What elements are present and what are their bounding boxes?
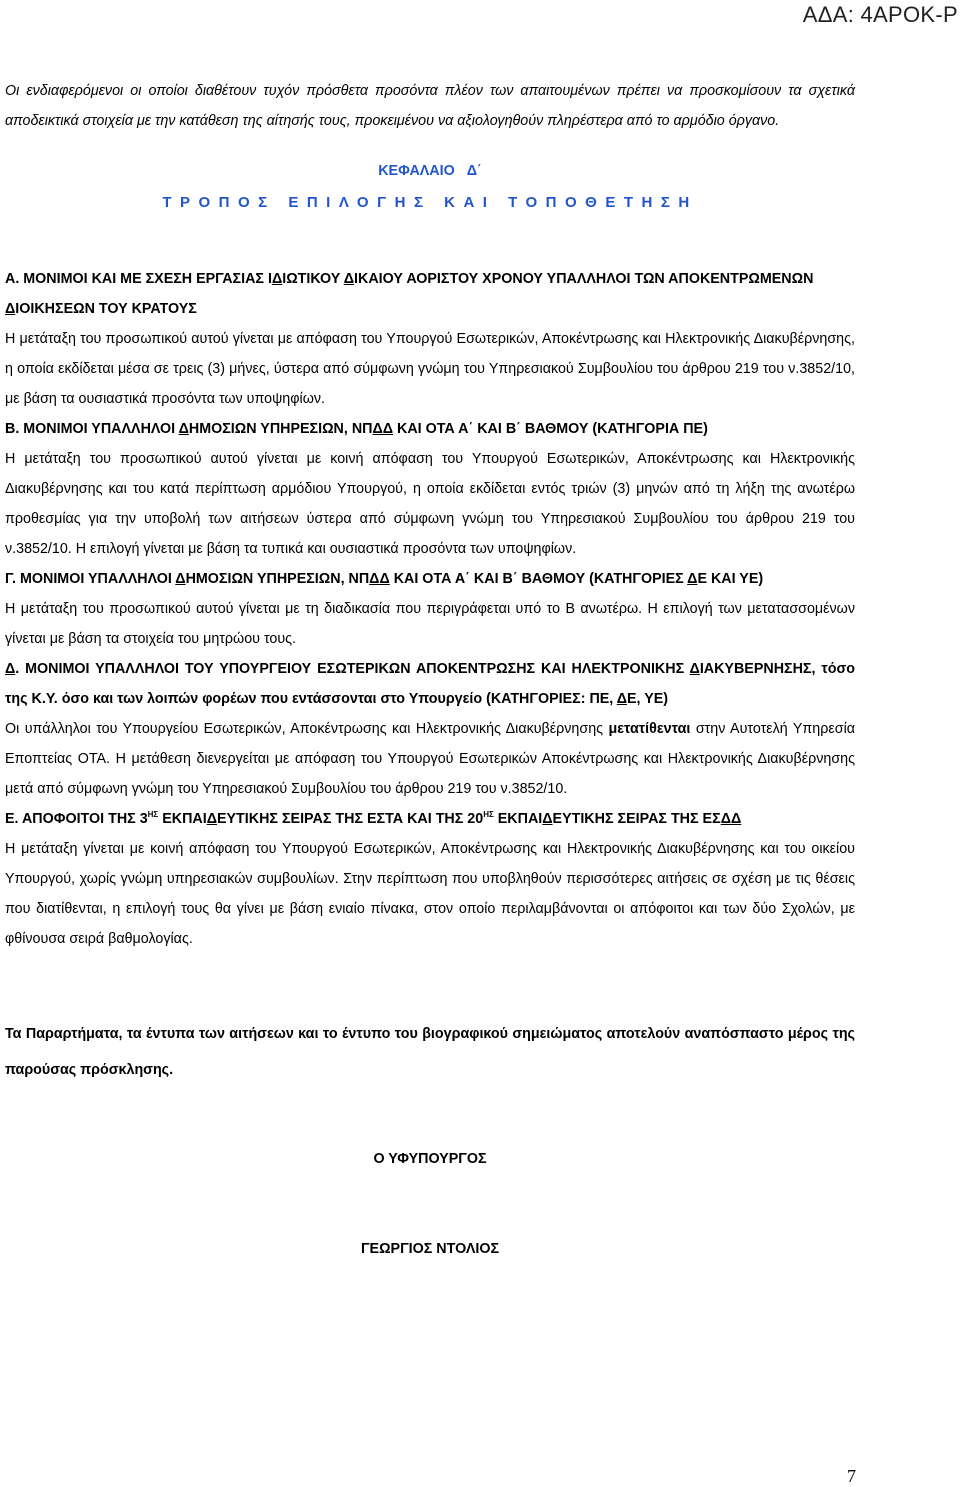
signatory-role: Ο ΥΦΥΠΟΥΡΓΟΣ [373, 1151, 487, 1167]
section-b-body: Η μετάταξη του προσωπικού αυτού γίνεται με κοινή απόφαση του Υπουργού Εσωτερικών, Αποκέντρωσης και Ηλεκτρονικής Διακυβέρνησης και του κατά περίπτωση αρμόδιου Υπουργού, η οποία εκδίδεται εντός τριών (3) μηνών από τη λήξη της ανωτέρω προθεσμίας για την υποβολή των αιτήσεων ύστερα από σύμφωνη γνώμη του Υπηρεσιακού Συμβουλίου του άρθρου 219 του ν.3852/10. Η επιλογή γίνεται με βάση τα τυπικά και ουσιαστικά προσόντα των υποψηφίων. [5, 451, 855, 557]
section-d-heading: Δ. ΜΟΝΙΜΟΙ ΥΠΑΛΛΗΛΟΙ ΤΟΥ ΥΠΟΥΡΓΕΙΟΥ ΕΣΩΤΕΡΙΚΩΝ ΑΠΟΚΕΝΤΡΩΣΗΣ ΚΑΙ ΗΛΕΚΤΡΟΝΙΚΗΣ ΔΙΑΚΥΒΕΡΝΗΣΗΣ, τόσο της Κ.Υ. όσο και των λοιπών φορέων που εντάσσονται στο Υπουργείο (ΚΑΤΗΓΟΡΙΕΣ: ΠΕ, ΔΕ, ΥΕ) [5, 661, 855, 707]
ada-code: ΑΔΑ: 4ΑΡΟΚ-Ρ [802, 2, 958, 27]
annexes-statement: Τα Παραρτήματα, τα έντυπα των αιτήσεων και το έντυπο του βιογραφικού σημειώματος αποτελούν αναπόσπαστο μέρος της παρούσας πρόσκλησης. [5, 1026, 855, 1078]
section-a-heading: Α. ΜΟΝΙΜΟΙ ΚΑΙ ΜΕ ΣΧΕΣΗ ΕΡΓΑΣΙΑΣ ΙΔΙΩΤΙΚΟΥ ΔΙΚΑΙΟΥ ΑΟΡΙΣΤΟΥ ΧΡΟΝΟΥ ΥΠΑΛΛΗΛΟΙ ΤΩΝ ΑΠΟΚΕΝΤΡΩΜΕΝΩΝ ΔΙΟΙΚΗΣΕΩΝ ΤΟΥ ΚΡΑΤΟΥΣ [5, 271, 814, 317]
document-body [5, 76, 855, 1264]
chapter-label: ΚΕΦΑΛΑΙΟ [378, 163, 455, 179]
section-c-heading: Γ. ΜΟΝΙΜΟΙ ΥΠΑΛΛΗΛΟΙ ΔΗΜΟΣΙΩΝ ΥΠΗΡΕΣΙΩΝ, ΝΠΔΔ ΚΑΙ ΟΤΑ Α΄ ΚΑΙ Β΄ ΒΑΘΜΟΥ (ΚΑΤΗΓΟΡΙΕΣ ΔΕ ΚΑΙ ΥΕ) [5, 571, 764, 587]
section-e-heading: Ε. ΑΠΟΦΟΙΤΟΙ ΤΗΣ $3^{H\Sigma}$ ΕΚΠΑΙΔΕΥΤΙΚΗΣ ΣΕΙΡΑΣ ΤΗΣ ΕΣΤΑ ΚΑΙ ΤΗΣ $20^{H\Sigma}$ ΕΚΠΑΙΔΕΥΤΙΚΗΣ ΣΕΙΡΑΣ ΤΗΣ ΕΣΔΔ [5, 810, 742, 827]
chapter-letter: Δ΄ [466, 163, 482, 179]
section-b-heading: Β. ΜΟΝΙΜΟΙ ΥΠΑΛΛΗΛΟΙ ΔΗΜΟΣΙΩΝ ΥΠΗΡΕΣΙΩΝ, ΝΠΔΔ ΚΑΙ ΟΤΑ Α΄ ΚΑΙ Β΄ ΒΑΘΜΟΥ (ΚΑΤΗΓΟΡΙΑ ΠΕ) [5, 421, 708, 437]
section-a-body: Η μετάταξη του προσωπικού αυτού γίνεται με απόφαση του Υπουργού Εσωτερικών, Αποκέντρωσης και Ηλεκτρονικής Διακυβέρνησης, η οποία εκδίδεται μέσα σε τρεις (3) μήνες, ύστερα από σύμφωνη γνώμη του Υπηρεσιακού Συμβουλίου του άρθρου 219 του ν.3852/10, με βάση τα ουσιαστικά προσόντα των υποψηφίων. [5, 331, 855, 407]
section-e-body: Η μετάταξη γίνεται με κοινή απόφαση του Υπουργού Εσωτερικών, Αποκέντρωσης και Ηλεκτρονικής Διακυβέρνησης και του οικείου Υπουργού, χωρίς γνώμη υπηρεσιακών συμβουλίων. Στην περίπτωση που υποβληθούν περισσότερες αιτήσεις σε σχέση με τις θέσεις που διατίθενται, η επιλογή τους θα γίνει με βάση ενιαίο πίνακα, στον οποίο περιλαμβάνονται οι απόφοιτοι και των δύο Σχολών, με φθίνουσα σειρά βαθμολογίας. [5, 841, 855, 947]
section-d-body: Οι υπάλληλοι του Υπουργείου Εσωτερικών, Αποκέντρωσης και Ηλεκτρονικής Διακυβέρνησης μετατίθενται στην Αυτοτελή Υπηρεσία Εποπτείας ΟΤΑ. Η μετάθεση διενεργείται με απόφαση του Υπουργού Εσωτερικών Αποκέντρωσης και Ηλεκτρονικής Διακυβέρνησης μετά από σύμφωνη γνώμη του Υπηρεσιακού Συμβουλίου του άρθρου 219 του ν.3852/10. [5, 721, 856, 797]
section-c-body: Η μετάταξη του προσωπικού αυτού γίνεται με τη διαδικασία που περιγράφεται υπό το Β ανωτέρω. Η επιλογή των μετατασσομένων γίνεται με βάση τα στοιχεία του μητρώου τους. [5, 601, 855, 647]
chapter-heading [5, 156, 855, 186]
signatory-name: ΓΕΩΡΓΙΟΣ ΝΤΟΛΙΟΣ [360, 1241, 500, 1257]
chapter-title: ΤΡΟΠΟΣ ΕΠΙΛΟΓΗΣ ΚΑΙ ΤΟΠΟΘΕΤΗΣΗ [162, 194, 698, 211]
page-number: 7 [847, 1466, 856, 1486]
intro-paragraph: Οι ενδιαφερόμενοι οι οποίοι διαθέτουν τυχόν πρόσθετα προσόντα πλέον των απαιτουμένων πρέπει να προσκομίσουν τα σχετικά αποδεικτικά στοιχεία με την κατάθεση της αίτησής τους, προκειμένου να αξιολογηθούν πληρέστερα από το αρμόδιο όργανο. [5, 83, 855, 129]
